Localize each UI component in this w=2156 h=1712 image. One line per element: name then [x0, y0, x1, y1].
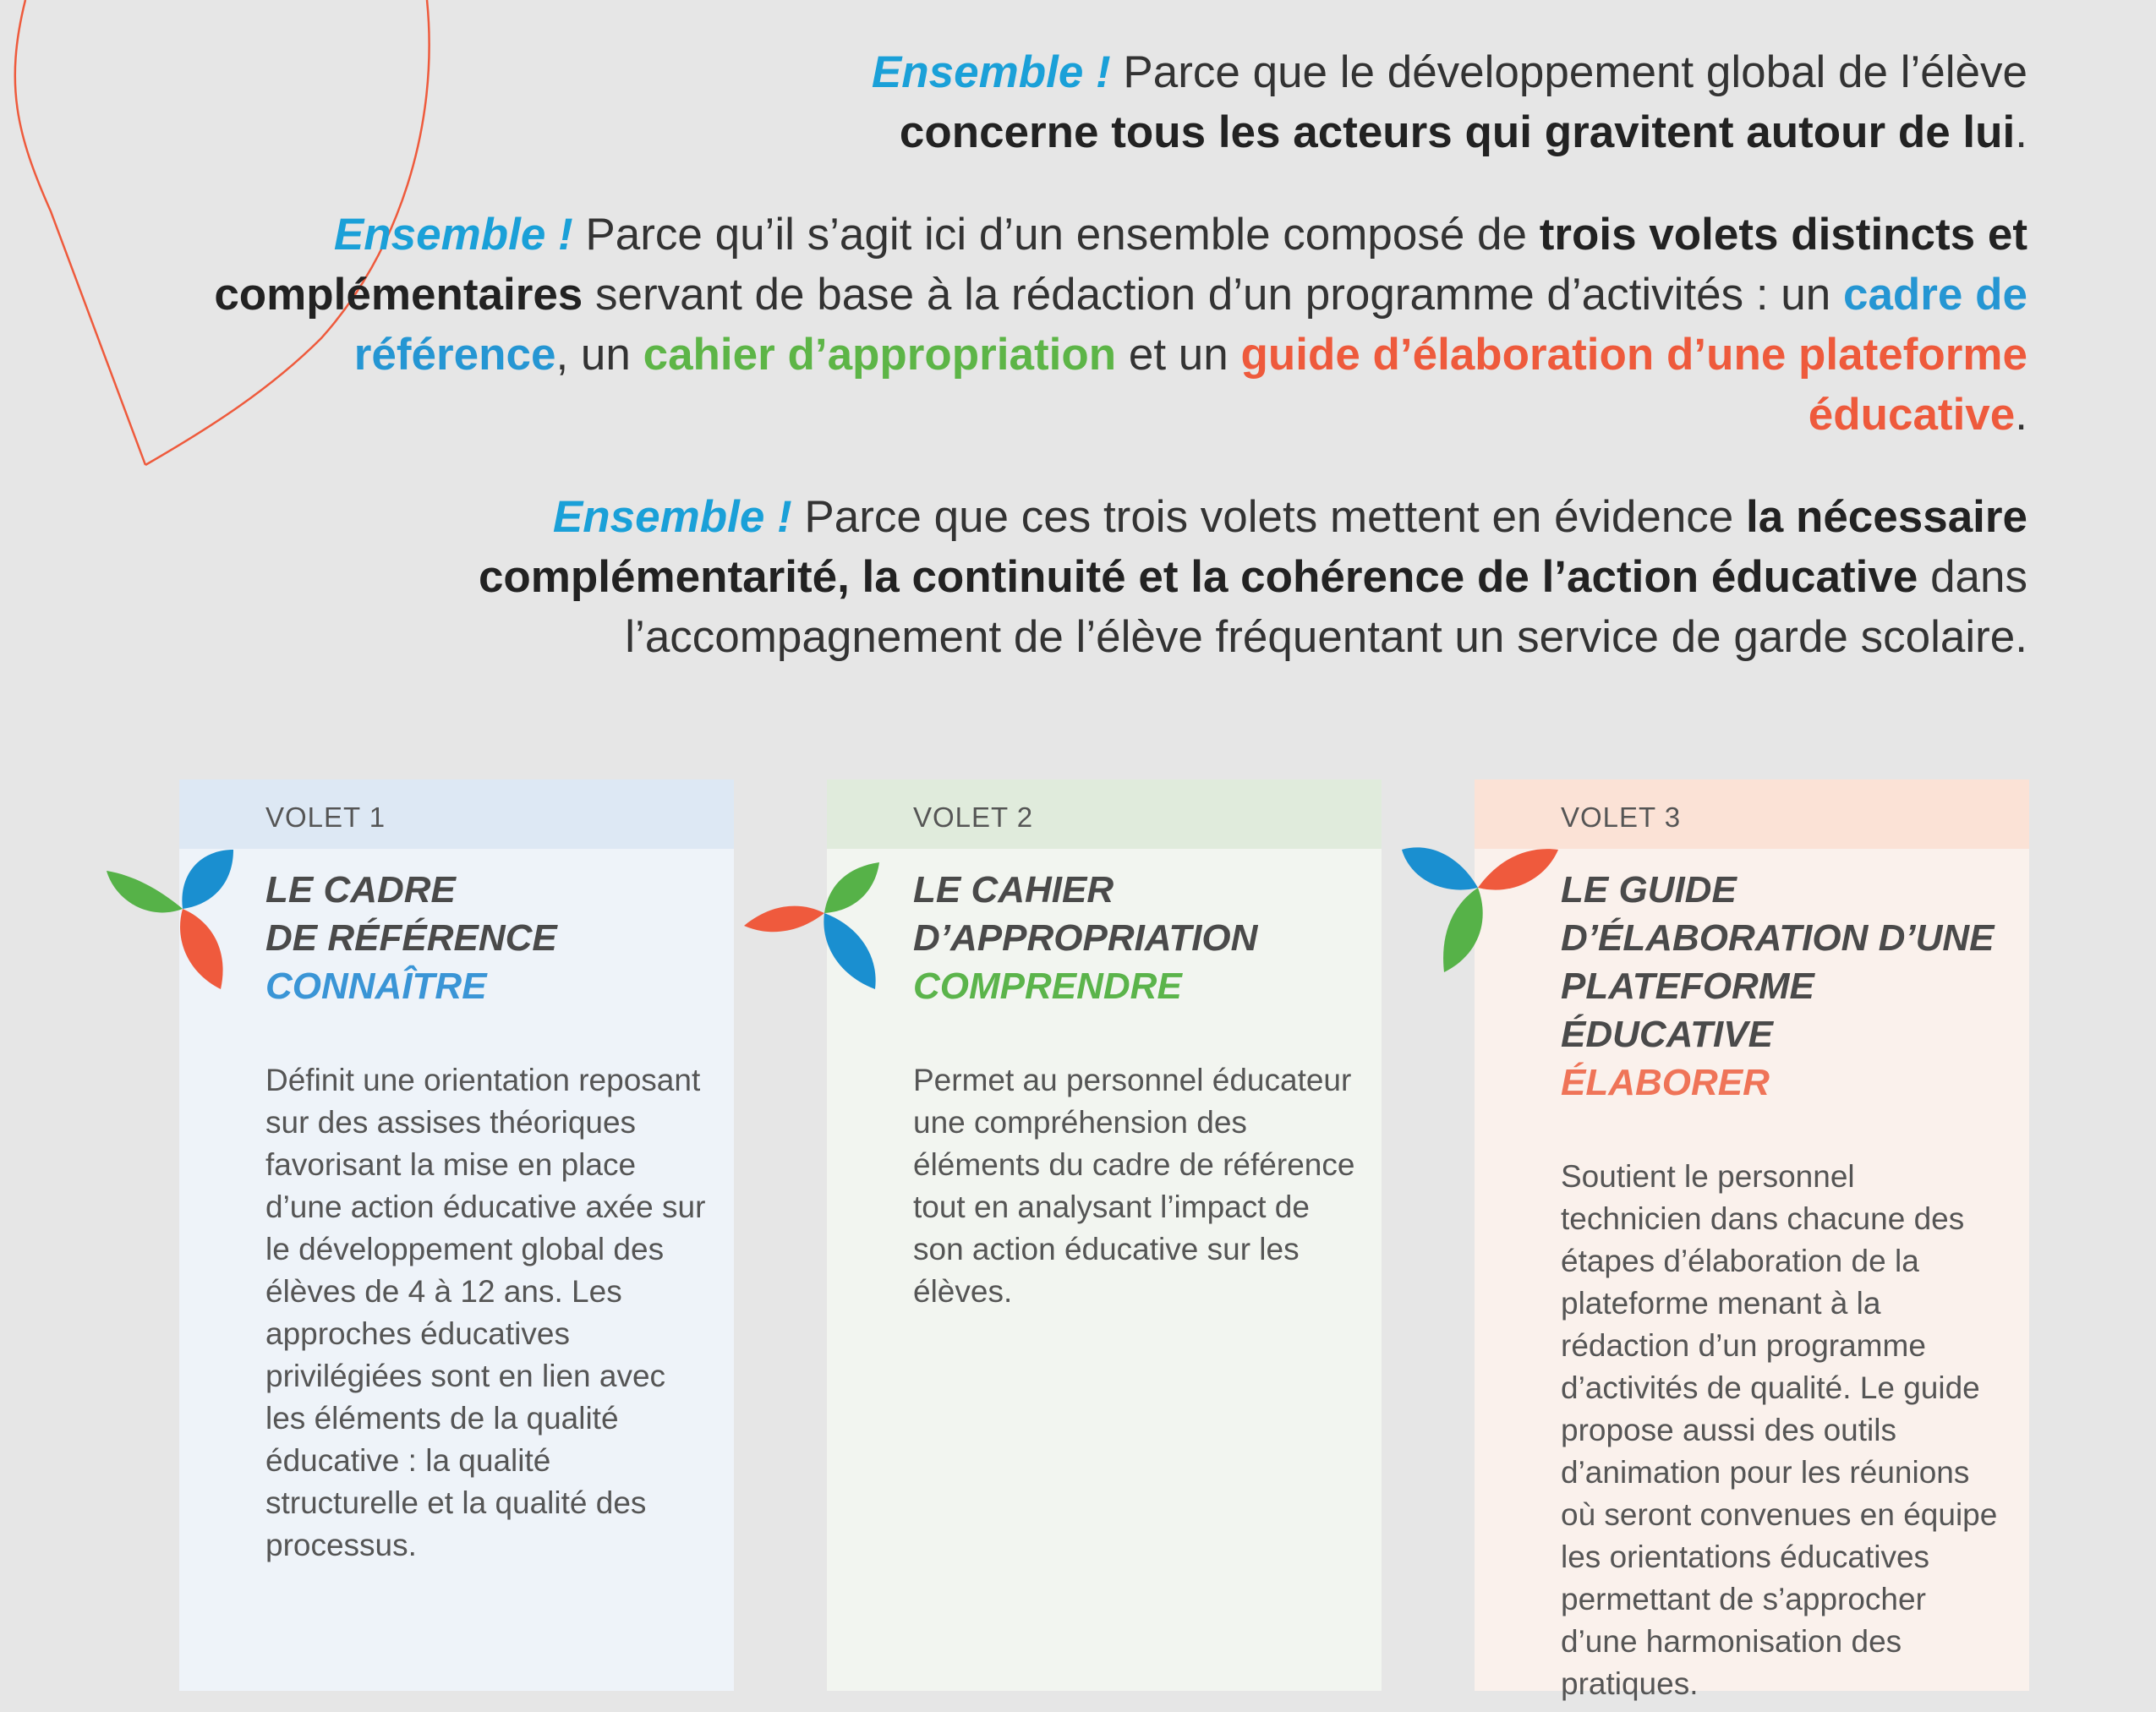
- card-title: [179, 849, 734, 962]
- intro-paragraph-2: [210, 205, 2027, 445]
- text-run: dans l’accompagnement de l’élève fréquentant un service de garde scolaire.: [625, 552, 2027, 662]
- card-title-line: DE RÉFÉRENCE: [265, 917, 557, 959]
- intro-paragraph-1: [210, 42, 2027, 162]
- card-title-line: LE CAHIER: [913, 869, 1114, 911]
- card-title-line: LE GUIDE: [1561, 869, 1737, 911]
- card-verb: CONNAÎTRE: [265, 965, 487, 1007]
- volet-card-2: [827, 779, 1382, 1691]
- volet-label: VOLET 3: [1475, 779, 2029, 849]
- text-run: et un: [1116, 330, 1241, 380]
- text-run: .: [2015, 107, 2027, 157]
- text-run: Parce qu’il s’agit ici d’un ensemble composé de: [572, 210, 1540, 260]
- ensemble-lead: Ensemble !: [333, 210, 573, 260]
- card-title: [827, 849, 1382, 962]
- volet-label: VOLET 2: [827, 779, 1382, 849]
- pinwheel-flower-icon: [1402, 824, 1558, 972]
- ensemble-lead: Ensemble !: [871, 47, 1111, 97]
- volet-card-1: [179, 779, 734, 1691]
- card-title-line: D’ÉLABORATION D’UNE: [1561, 917, 1995, 959]
- pinwheel-flower-icon: [107, 824, 259, 993]
- volet-label: VOLET 1: [179, 779, 734, 849]
- card-title-line: LE CADRE: [265, 869, 456, 911]
- keyword-cahier: cahier d’appropriation: [643, 330, 1117, 380]
- bold-run: concerne tous les acteurs qui gravitent autour de lui: [899, 107, 2016, 157]
- text-run: servant de base à la rédaction d’un programme d’activités : un: [583, 270, 1843, 320]
- intro-text: [210, 42, 2027, 667]
- keyword-cadre: cadre de référence: [353, 270, 2027, 380]
- card-title-line: PLATEFORME ÉDUCATIVE: [1561, 965, 1814, 1055]
- text-run: .: [2015, 390, 2027, 440]
- text-run: Parce que ces trois volets mettent en évidence: [791, 492, 1747, 542]
- bold-run: trois volets distincts et complémentaires: [214, 210, 2027, 320]
- keyword-guide: guide d’élaboration d’une plateforme éducative: [1240, 330, 2027, 440]
- bold-run: la nécessaire complémentarité, la continuité et la cohérence de l’action éducative: [478, 492, 2027, 602]
- card-description: Soutient le personnel technicien dans chacune des étapes d’élaboration de la plateforme menant à la rédaction d’un programme d’activités de qualité. Le guide propose aussi des outils d’animation pour les réunions où seront convenues en équipe les orientations éducatives permettant de s’approcher d’une harmonisation des pratiques.: [1561, 1159, 1998, 1701]
- card-description: Définit une orientation reposant sur des assises théoriques favorisant la mise en place d’une action éducative axée sur le développement global des élèves de 4 à 12 ans. Les approches éducatives privilégiées sont en lien avec les éléments de la qualité éducative : la qualité structurelle et la qualité des processus.: [265, 1063, 706, 1562]
- card-verb: COMPRENDRE: [913, 965, 1182, 1007]
- intro-paragraph-3: [210, 487, 2027, 667]
- ensemble-lead: Ensemble !: [552, 492, 792, 542]
- card-title-line: D’APPROPRIATION: [913, 917, 1258, 959]
- text-run: Parce que le développement global de l’élève: [1110, 47, 2027, 97]
- card-verb: ÉLABORER: [1561, 1062, 1770, 1103]
- card-description: Permet au personnel éducateur une compréhension des éléments du cadre de référence tout en analysant l’impact de son action éducative sur les élèves.: [913, 1063, 1355, 1309]
- pinwheel-flower-icon: [744, 837, 900, 989]
- text-run: , un: [555, 330, 643, 380]
